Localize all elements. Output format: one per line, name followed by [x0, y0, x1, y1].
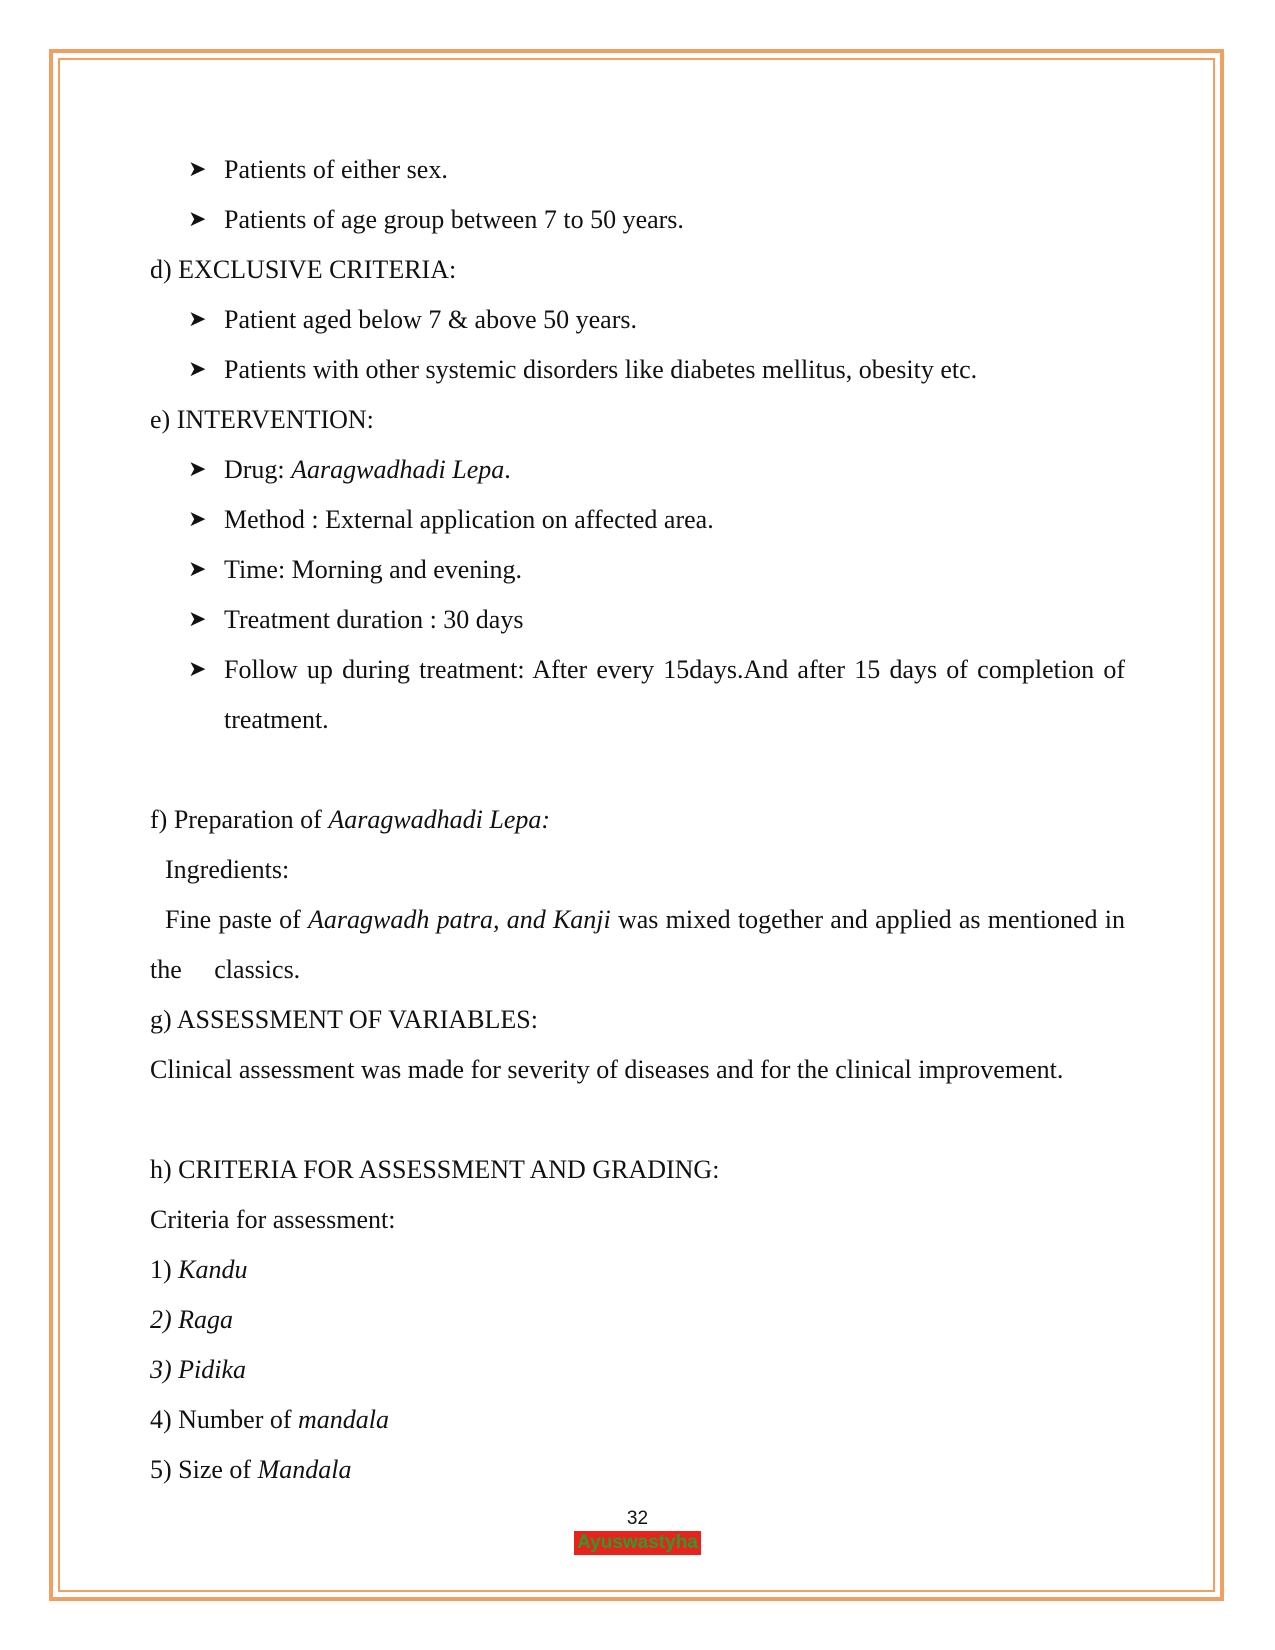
- list-item-duration: ➤ Treatment duration : 30 days: [150, 595, 1125, 645]
- criteria-item-number-of-mandala: 4) Number of mandala: [150, 1405, 390, 1434]
- arrow-bullet-icon: ➤: [188, 607, 207, 632]
- section-heading-criteria: h) CRITERIA FOR ASSESSMENT AND GRADING:: [150, 1155, 720, 1184]
- section-heading-assessment: g) ASSESSMENT OF VARIABLES:: [150, 1005, 538, 1034]
- list-item-drug: ➤ Drug: Aaragwadhadi Lepa.: [150, 445, 1125, 495]
- assessment-paragraph: Clinical assessment was made for severity of diseases and for the clinical improvement.: [150, 1055, 1064, 1084]
- list-item: ➤ Patients with other systemic disorders like diabetes mellitus, obesity etc.: [150, 345, 1125, 395]
- page-number: 32: [626, 1508, 649, 1529]
- list-item: ➤ Patients of age group between 7 to 50 years.: [150, 195, 1125, 245]
- arrow-bullet-icon: ➤: [188, 657, 207, 682]
- page-footer: [0, 1507, 1275, 1555]
- section-heading-preparation: f) Preparation of Aaragwadhadi Lepa:: [150, 805, 551, 834]
- arrow-bullet-icon: ➤: [188, 507, 207, 532]
- list-item-follow-up: ➤ Follow up during treatment: After every 15days.And after 15 days of completion of treatment.: [150, 645, 1125, 745]
- arrow-bullet-icon: ➤: [188, 357, 207, 382]
- criteria-item-pidika: 3) Pidika: [150, 1355, 247, 1384]
- list-item-method: ➤ Method : External application on affected area.: [150, 495, 1125, 545]
- page-content: [150, 145, 1125, 1495]
- arrow-bullet-icon: ➤: [188, 157, 207, 182]
- list-item: ➤ Patients of either sex.: [150, 145, 1125, 195]
- arrow-bullet-icon: ➤: [188, 307, 207, 332]
- arrow-bullet-icon: ➤: [188, 557, 207, 582]
- criteria-item-size-of-mandala: 5) Size of Mandala: [150, 1455, 352, 1484]
- criteria-subheading: Criteria for assessment:: [150, 1205, 396, 1234]
- spacer: [150, 745, 1125, 795]
- arrow-bullet-icon: ➤: [188, 457, 207, 482]
- list-item-time: ➤ Time: Morning and evening.: [150, 545, 1125, 595]
- list-item: ➤ Patient aged below 7 & above 50 years.: [150, 295, 1125, 345]
- section-heading-intervention: e) INTERVENTION:: [150, 405, 374, 434]
- criteria-item-raga: 2) Raga: [150, 1305, 234, 1334]
- arrow-bullet-icon: ➤: [188, 207, 207, 232]
- ingredients-label: Ingredients:: [165, 855, 290, 884]
- section-heading-exclusive: d) EXCLUSIVE CRITERIA:: [150, 255, 457, 284]
- preparation-paragraph: Fine paste of Aaragwadh patra, and Kanji was mixed together and applied as mentioned in the classics.: [150, 905, 1125, 984]
- criteria-item-kandu: 1) Kandu: [150, 1255, 248, 1284]
- brand-label: Ayuswastyha: [574, 1531, 701, 1555]
